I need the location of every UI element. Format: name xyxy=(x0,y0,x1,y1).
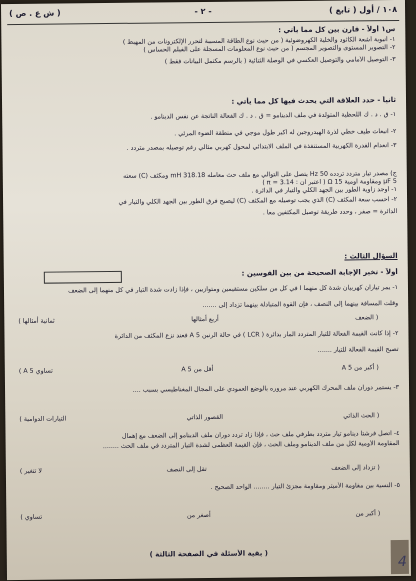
text-line: المقاومة الأومية لكل من ملف الدينامو وملف الحث ، فإن القيمة العظمى لشدة التيار المتردد في ملف الحث ........ xyxy=(102,439,400,451)
text-line: ٤- اتصل فرشتا دينامو تيار متردد بطرفي ملف حث ، فإذا زاد تردد دوران ملف الدينامو إلى الضعف مع إهمال xyxy=(121,429,400,440)
option: ثمانية أمثالها ) xyxy=(18,317,55,325)
text-line: ٢- إذا كانت القيمة الفعالة للتيار المتردد المار بدائرة ( LCR ) في حالة الرنين 5 A فعند نزع المكثف من الدائرة xyxy=(114,329,399,340)
header-left: ( ش ع . ص ) xyxy=(9,8,61,19)
text-line: ٢- انبعاث طيف خطي لذرة الهيدروجين له أكبر طول موجي في منطقة الضوء المرئي . xyxy=(174,127,397,138)
text-line: ٣- يستمر دوران ملف المحرك الكهربي عند مروره بالوضع العمودي على المجال المغناطيسي بسبب .... xyxy=(132,383,400,394)
options-row xyxy=(20,510,380,521)
section-1-title: س١ أولاً - قارن بين كل مما يأتي : xyxy=(278,25,396,35)
option: لا تتغير ) xyxy=(19,467,43,475)
option: تقل إلى النصف xyxy=(166,466,207,474)
options-row xyxy=(18,314,378,325)
option: ( أكبر من xyxy=(355,510,381,518)
text-line: ١- ق . د . ك اللحظية المتولدة في ملف الدينامو = ق . د . ك الفعالة الناتجة عن نفس الدينامو . xyxy=(150,110,397,121)
text-line xyxy=(16,496,400,500)
text-line: ج) مصدر تيار متردد تردده 50 Hz يتصل على التوالي مع ملف حث معامله 318.18 mH ومكثف (C) سعته xyxy=(123,169,397,180)
section-3-instruction: أولاً - تخير الإجابة الصحيحة من بين القوسين : xyxy=(241,267,398,278)
text-line xyxy=(12,78,396,82)
text-line: ١- أوجد زاوية الطور بين الجهد الكلي والتيار في الدائرة . xyxy=(251,185,397,195)
section-2-title: ثانياً - حدد العلاقة التي يحدث فيها كل مما يأتي : xyxy=(231,95,397,106)
text-line: ١- أنبوبة أشعة الكاثود والخلية الكهروضوئية ( من حيث نوع الطاقة المسببة لتحرر الإلكترونات من المهبط ) xyxy=(122,36,396,46)
option: التيارات الدوامية ) xyxy=(19,415,67,423)
section-3-title: السؤال الثالث : xyxy=(344,251,398,261)
page-number: - ٢ - xyxy=(194,6,212,17)
text-line: ١- يمر تياران كهربيان شدة كل منهما I في كل من سلكين مستقيمين ومتوازيين ، فإذا زادت شدة التيار في كل منهما إلى الضعف xyxy=(68,283,399,295)
text-line: وقلت المسافة بينهما إلى النصف ، فإن القوة المتبادلة بينهما تزداد إلى ....... xyxy=(202,299,399,310)
text-line: ٣- التوصيل الأمامي والتوصيل العكسي في الوصلة الثنائية ( بالرسم مكتمل البيانات فقط ) xyxy=(164,56,396,66)
text-line: ٢- التصوير المستوى والتصوير المجسم ( من حيث نوع المعلومات المسجلة على الفيلم الحساس ) xyxy=(143,44,396,54)
option: تساوي 5 A ) xyxy=(18,367,53,375)
options-row xyxy=(19,364,379,375)
text-line: 5 μF ومقاومة أومية Ω 15 ( اعتبر أن : π = 3.14 ) xyxy=(262,177,397,187)
option: أصغر من xyxy=(186,511,211,520)
option: أربع أمثالها xyxy=(191,315,219,324)
text-line xyxy=(13,155,397,159)
option: ( الضعف xyxy=(355,314,379,322)
page-footer: ( بقية الأسئلة في الصفحة الثالثة ) xyxy=(149,549,269,559)
option: القصور الذاتي xyxy=(186,413,223,422)
text-line: ٢- احسب سعة المكثف (C) الذي يجب توصيله مع المكثف (C) ليصبح فرق الطور بين الجهد الكلي والتيار في xyxy=(118,195,398,206)
text-line: تصبح القيمة الفعالة للتيار ....... xyxy=(317,345,399,354)
exam-page xyxy=(1,0,411,580)
option: أقل من 5 A xyxy=(181,365,214,374)
text-line xyxy=(13,228,397,232)
options-row xyxy=(19,412,379,423)
header-right: ١٠٨ / أول ( تابع ) xyxy=(329,4,398,15)
option: ( الحث الذاتي xyxy=(343,412,380,420)
text-line: ٥- النسبة بين مقاومة الأميتر ومقاومة مجزئ التيار ........ الواحد الصحيح . xyxy=(210,481,401,491)
text-line: الدائرة = صفر ، وحدد طريقة توصيل المكثفين معاً . xyxy=(262,207,398,217)
option: تساوي ) xyxy=(20,513,43,521)
text-line: ٣- انعدام القدرة الكهربية المستنفذة في الملف الابتدائي لمحول كهربي مثالي رغم توصيله بمصدر متردد . xyxy=(126,141,397,152)
option: ( تزداد إلى الضعف xyxy=(331,464,380,472)
options-row xyxy=(20,464,380,475)
text-line xyxy=(13,219,397,223)
option: ( أكبر من 5 A xyxy=(341,364,379,372)
handwritten-mark: 4 xyxy=(397,553,407,571)
text-line xyxy=(15,398,399,402)
